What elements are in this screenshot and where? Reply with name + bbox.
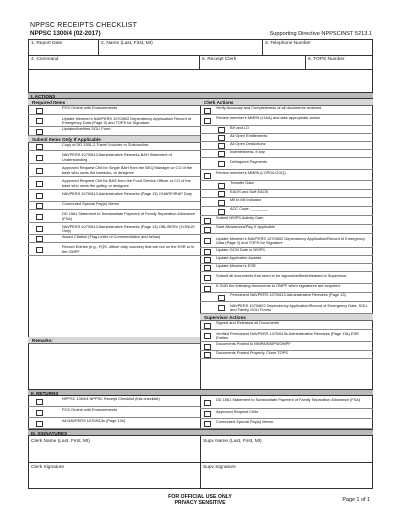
return-item (28, 418, 200, 429)
clerk-action (200, 150, 373, 158)
clerk-action-label: Indebtedness, if any (230, 148, 265, 154)
clerk-action-label: BH and LD (230, 124, 250, 130)
applicable-item (28, 202, 200, 210)
receipt-clerk-field[interactable]: 5. Receipt Clerk (202, 57, 237, 62)
clerk-action-checkbox[interactable] (204, 275, 211, 281)
clerk-action (200, 190, 373, 198)
return-item-checkbox[interactable] (204, 411, 211, 417)
signatures-section-title: III. SIGNATURES (31, 430, 68, 436)
required-item-label: Updated/verified SGLI Form (62, 126, 111, 132)
clerk-action-label: Transfer Data (230, 180, 254, 186)
applicable-item-label: Copy of DD 1351-2 Travel Voucher or Subvoucher (62, 141, 149, 147)
required-item-checkbox[interactable] (36, 108, 43, 114)
supervisor-action (200, 321, 373, 330)
clerk-action-checkbox[interactable] (218, 295, 225, 301)
applicable-item (28, 151, 200, 164)
return-item-checkbox[interactable] (36, 399, 43, 405)
clerk-action-label: Verify Accuracy and Completeness of all documents received (216, 105, 322, 111)
info-divider (98, 39, 99, 55)
supervisor-action-label: Verified Permanent NAVPERS 1070/613s Administrative Remarks (Page 13s) ESR Entries (216, 330, 359, 340)
supervisor-action-label: Documents Posted to MMPA/NSIPS/OMPF (216, 341, 291, 347)
clerk-action-checkbox[interactable] (218, 151, 225, 157)
supervisor-action-checkbox[interactable] (204, 323, 211, 329)
clerk-action-label: Review member's MMPA (LOPD/LOOQ) (216, 170, 286, 176)
supv-signature-field[interactable]: Supv Signature (203, 465, 236, 470)
required-item-label: PCS Orders with Endorsements (62, 105, 118, 111)
clerk-action (200, 170, 373, 181)
clerk-action-checkbox[interactable] (204, 227, 211, 233)
clerk-action (200, 106, 373, 115)
return-item (28, 407, 200, 418)
clerk-action-label: Start Allowances/Pay, if applicable (216, 224, 275, 230)
returns-section-title: II. RETURNS (31, 390, 59, 396)
return-item-checkbox[interactable] (204, 421, 211, 427)
clerk-action (200, 225, 373, 234)
clerk-action-label: Update Member's NAVPERS 1070/602 Dependency Application/Record of Emergency Data (Page 2) and TOPS for Signature (216, 235, 365, 245)
applicable-item-checkbox[interactable] (36, 247, 43, 253)
clerk-action-checkbox[interactable] (204, 249, 211, 255)
clerk-action-label: All Open Entitlements (230, 132, 268, 138)
return-item-checkbox[interactable] (36, 410, 43, 416)
applicable-item-checkbox[interactable] (36, 168, 43, 174)
clerk-action-label: Mil to Mil Indicator (230, 197, 262, 203)
applicable-item-label: NAVPERS 1070/613 Administrative Remarks BAH Statement of Understanding (62, 152, 172, 162)
actions-section-title: I. ACTIONS (31, 93, 56, 99)
clerk-action (200, 115, 373, 126)
required-item-checkbox[interactable] (36, 129, 43, 135)
applicable-item (28, 143, 200, 151)
applicable-item-label: Approved Request Chit for BAS from the Food Service Officer or CO of the base who owns the galley, or designee (62, 178, 191, 188)
return-item-label: PCS Orders with Endorsements (62, 407, 118, 413)
applicable-item-checkbox[interactable] (36, 226, 43, 232)
clerk-action-checkbox[interactable] (218, 161, 225, 167)
remarks-label: Remarks: (32, 337, 53, 343)
info-divider (199, 55, 200, 69)
clerk-action-checkbox[interactable] (204, 118, 211, 124)
clerk-action-checkbox[interactable] (218, 305, 225, 311)
clerk-action-checkbox[interactable] (218, 183, 225, 189)
applicable-item-label: NAVPERS 1070/613 Administrative Remarks (Page 13) OBLISERV (CONUS Only) (62, 223, 195, 233)
return-item (200, 396, 373, 409)
supervisor-action-label: Signed and Released all Documents (216, 320, 279, 326)
clerk-action (200, 198, 373, 207)
info-divider (28, 55, 373, 56)
footer-privacy: PRIVACY SENSITIVE (174, 500, 226, 506)
applicable-items-title: Submit Items Only If Applicable (32, 136, 101, 142)
signatures-row-divider (28, 462, 373, 463)
clerk-action (200, 293, 373, 302)
applicable-item (28, 164, 200, 177)
return-item (200, 409, 373, 419)
clerk-action (200, 234, 373, 248)
clerk-action-label: Delinquent Payments (230, 158, 267, 164)
clerk-action-label: Update GCM Date in NSIPS (216, 246, 265, 252)
required-item (28, 127, 200, 136)
actions-section-header (28, 92, 373, 99)
clerk-actions-title: Clerk Actions (204, 99, 234, 105)
tops-number-field[interactable]: 6. TOPS Number (308, 57, 345, 62)
footer-fouo: FOR OFFICIAL USE ONLY (168, 494, 232, 500)
form-number: NPPSC 1300/4 (02-2017) (30, 30, 101, 37)
supervisor-action-checkbox[interactable] (204, 352, 211, 358)
clerk-action-label: Permanent NAVPERS 1070/613 Administrative Remarks (Page 13) (230, 292, 346, 298)
clerk-action-checkbox[interactable] (204, 218, 211, 224)
clerk-action-checkbox[interactable] (204, 173, 211, 179)
required-item-checkbox[interactable] (36, 118, 43, 124)
command-field[interactable]: 4. Command (31, 57, 59, 62)
clerk-signature-field[interactable]: Clerk Signature (31, 465, 65, 470)
applicable-item-checkbox[interactable] (36, 144, 43, 150)
return-item-label: All NAVPERS 1070/613s (Page 13s) (62, 418, 126, 424)
return-item (200, 419, 373, 429)
return-item-label: Approved Request Chits (216, 408, 259, 414)
remarks-header (28, 337, 200, 344)
clerk-action-checkbox[interactable] (218, 135, 225, 141)
applicable-item-label: Commuted Special Pay(s) Memo (62, 200, 120, 206)
clerk-action-label: All Open Deductions (230, 140, 266, 146)
applicable-item (28, 210, 200, 223)
remarks-area[interactable] (29, 345, 199, 389)
return-item-label: NPPSC 1300/4 NPPSC Receipt Checklist (this checklist) (62, 396, 160, 402)
applicable-item-label: DD 1561 Statement to Substantiate Payment of Family Separation Allowance (FSA) (62, 211, 196, 221)
clerk-action-checkbox[interactable] (218, 143, 225, 149)
applicable-item-label: Approved Request Chit for Single BAH from the BEQ Manager or CO of the base who owns the barracks, or designee (62, 165, 193, 175)
applicable-item (28, 243, 200, 256)
applicable-item-checkbox[interactable] (36, 193, 43, 199)
supervisor-actions-title: Supervisor Actions (204, 314, 246, 320)
supervisor-action-label: Documents Posted Properly, Close TOPS (216, 349, 288, 355)
form-title: NPPSC RECEIPTS CHECKLIST (30, 22, 138, 29)
clerk-action-checkbox[interactable] (218, 200, 225, 206)
clerk-action-checkbox[interactable] (204, 238, 211, 244)
clerk-action-checkbox[interactable] (204, 265, 211, 271)
required-item (28, 115, 200, 127)
clerk-action-label: ACC Code: ________ (230, 206, 269, 212)
clerk-action-label: Submit NSIPS Activity Gain (216, 215, 264, 221)
required-item (28, 106, 200, 115)
return-item-label: DD 1561 Statement to Substantiate Payment of Family Separation Allowance (FSA) (216, 397, 361, 403)
info-divider (262, 39, 263, 55)
applicable-item (28, 235, 200, 243)
info-divider (28, 69, 373, 70)
applicable-item-label: Award Citation (Flag Letter of Commendation and below) (62, 233, 161, 239)
clerk-action-label: Submit all documents that need to be signed/verified/released to Supervisor (216, 272, 347, 278)
clerk-action-checkbox[interactable] (218, 209, 225, 215)
return-item (28, 396, 200, 407)
info-divider (305, 55, 306, 69)
clerk-action-label: Update Member's ESR (216, 262, 256, 268)
applicable-item-label: Record Entries (e.g., FQS, officer duty courses) that are not on the ESR or in the OMPF (62, 244, 195, 254)
clerk-action-checkbox[interactable] (204, 257, 211, 263)
supervisor-action-checkbox[interactable] (204, 333, 211, 339)
clerk-action (200, 158, 373, 170)
supervisor-action (200, 351, 373, 359)
supv-name-field[interactable]: Supv Name (Last, First, MI) (203, 439, 262, 444)
applicable-item (28, 177, 200, 190)
report-date-field[interactable]: 1. Report Date (31, 41, 63, 46)
return-item-checkbox[interactable] (36, 421, 43, 427)
required-item-label: Update Member's NAVPERS 1070/602 Dependency Application/ Record of Emergency Data (Page 3) and TOPS for Signature (62, 115, 192, 125)
supervisor-action-checkbox[interactable] (204, 344, 211, 350)
clerk-action-label: Review member's MMPA (JJAA) and take appropriate action (216, 115, 321, 121)
clerk-action-checkbox[interactable] (218, 127, 225, 133)
required-items-title: Required Items (32, 99, 66, 105)
applicable-item-label: NAVPERS 1070/613 Administrative Remarks (Page 13) OHARP/IRAP Duty (62, 190, 192, 196)
applicable-item-checkbox[interactable] (36, 214, 43, 220)
signatures-section-header (28, 429, 373, 436)
clerk-action-label: E-SUB the following documents to OMPF when signatures are acquired: (216, 283, 341, 289)
telephone-field[interactable]: 3. Telephone Number (265, 41, 311, 46)
clerk-action (200, 302, 373, 314)
clerk-action-label: EAOS and Soft EAOS (230, 188, 269, 194)
return-item-checkbox[interactable] (204, 400, 211, 406)
clerk-action (200, 264, 373, 272)
returns-section-header (28, 389, 373, 396)
applicable-item-checkbox[interactable] (36, 181, 43, 187)
clerk-action-label: Update Applicable Awards (216, 254, 262, 260)
applicable-item-checkbox[interactable] (36, 236, 43, 242)
clerk-name-field[interactable]: Clerk Name (Last, First, MI) (31, 439, 90, 444)
return-item-label: Commuted Special Pay(s) Memo (216, 418, 274, 424)
clerk-action-checkbox[interactable] (204, 108, 211, 114)
clerk-action-checkbox[interactable] (218, 191, 225, 197)
applicable-item-checkbox[interactable] (36, 155, 43, 161)
page-number: Page 1 of 1 (342, 497, 370, 503)
clerk-action-label: NAVPERS 1070/602 Dependency Application/Record of Emergency Data, SGLI and Family SGLI Forms (230, 302, 368, 312)
clerk-action-checkbox[interactable] (204, 286, 211, 292)
name-field[interactable]: 2. Name (Last, First, MI) (101, 41, 153, 46)
supporting-directive: Supporting Directive NPPSCINST 5213.1 (269, 31, 372, 37)
applicable-item-checkbox[interactable] (36, 203, 43, 209)
